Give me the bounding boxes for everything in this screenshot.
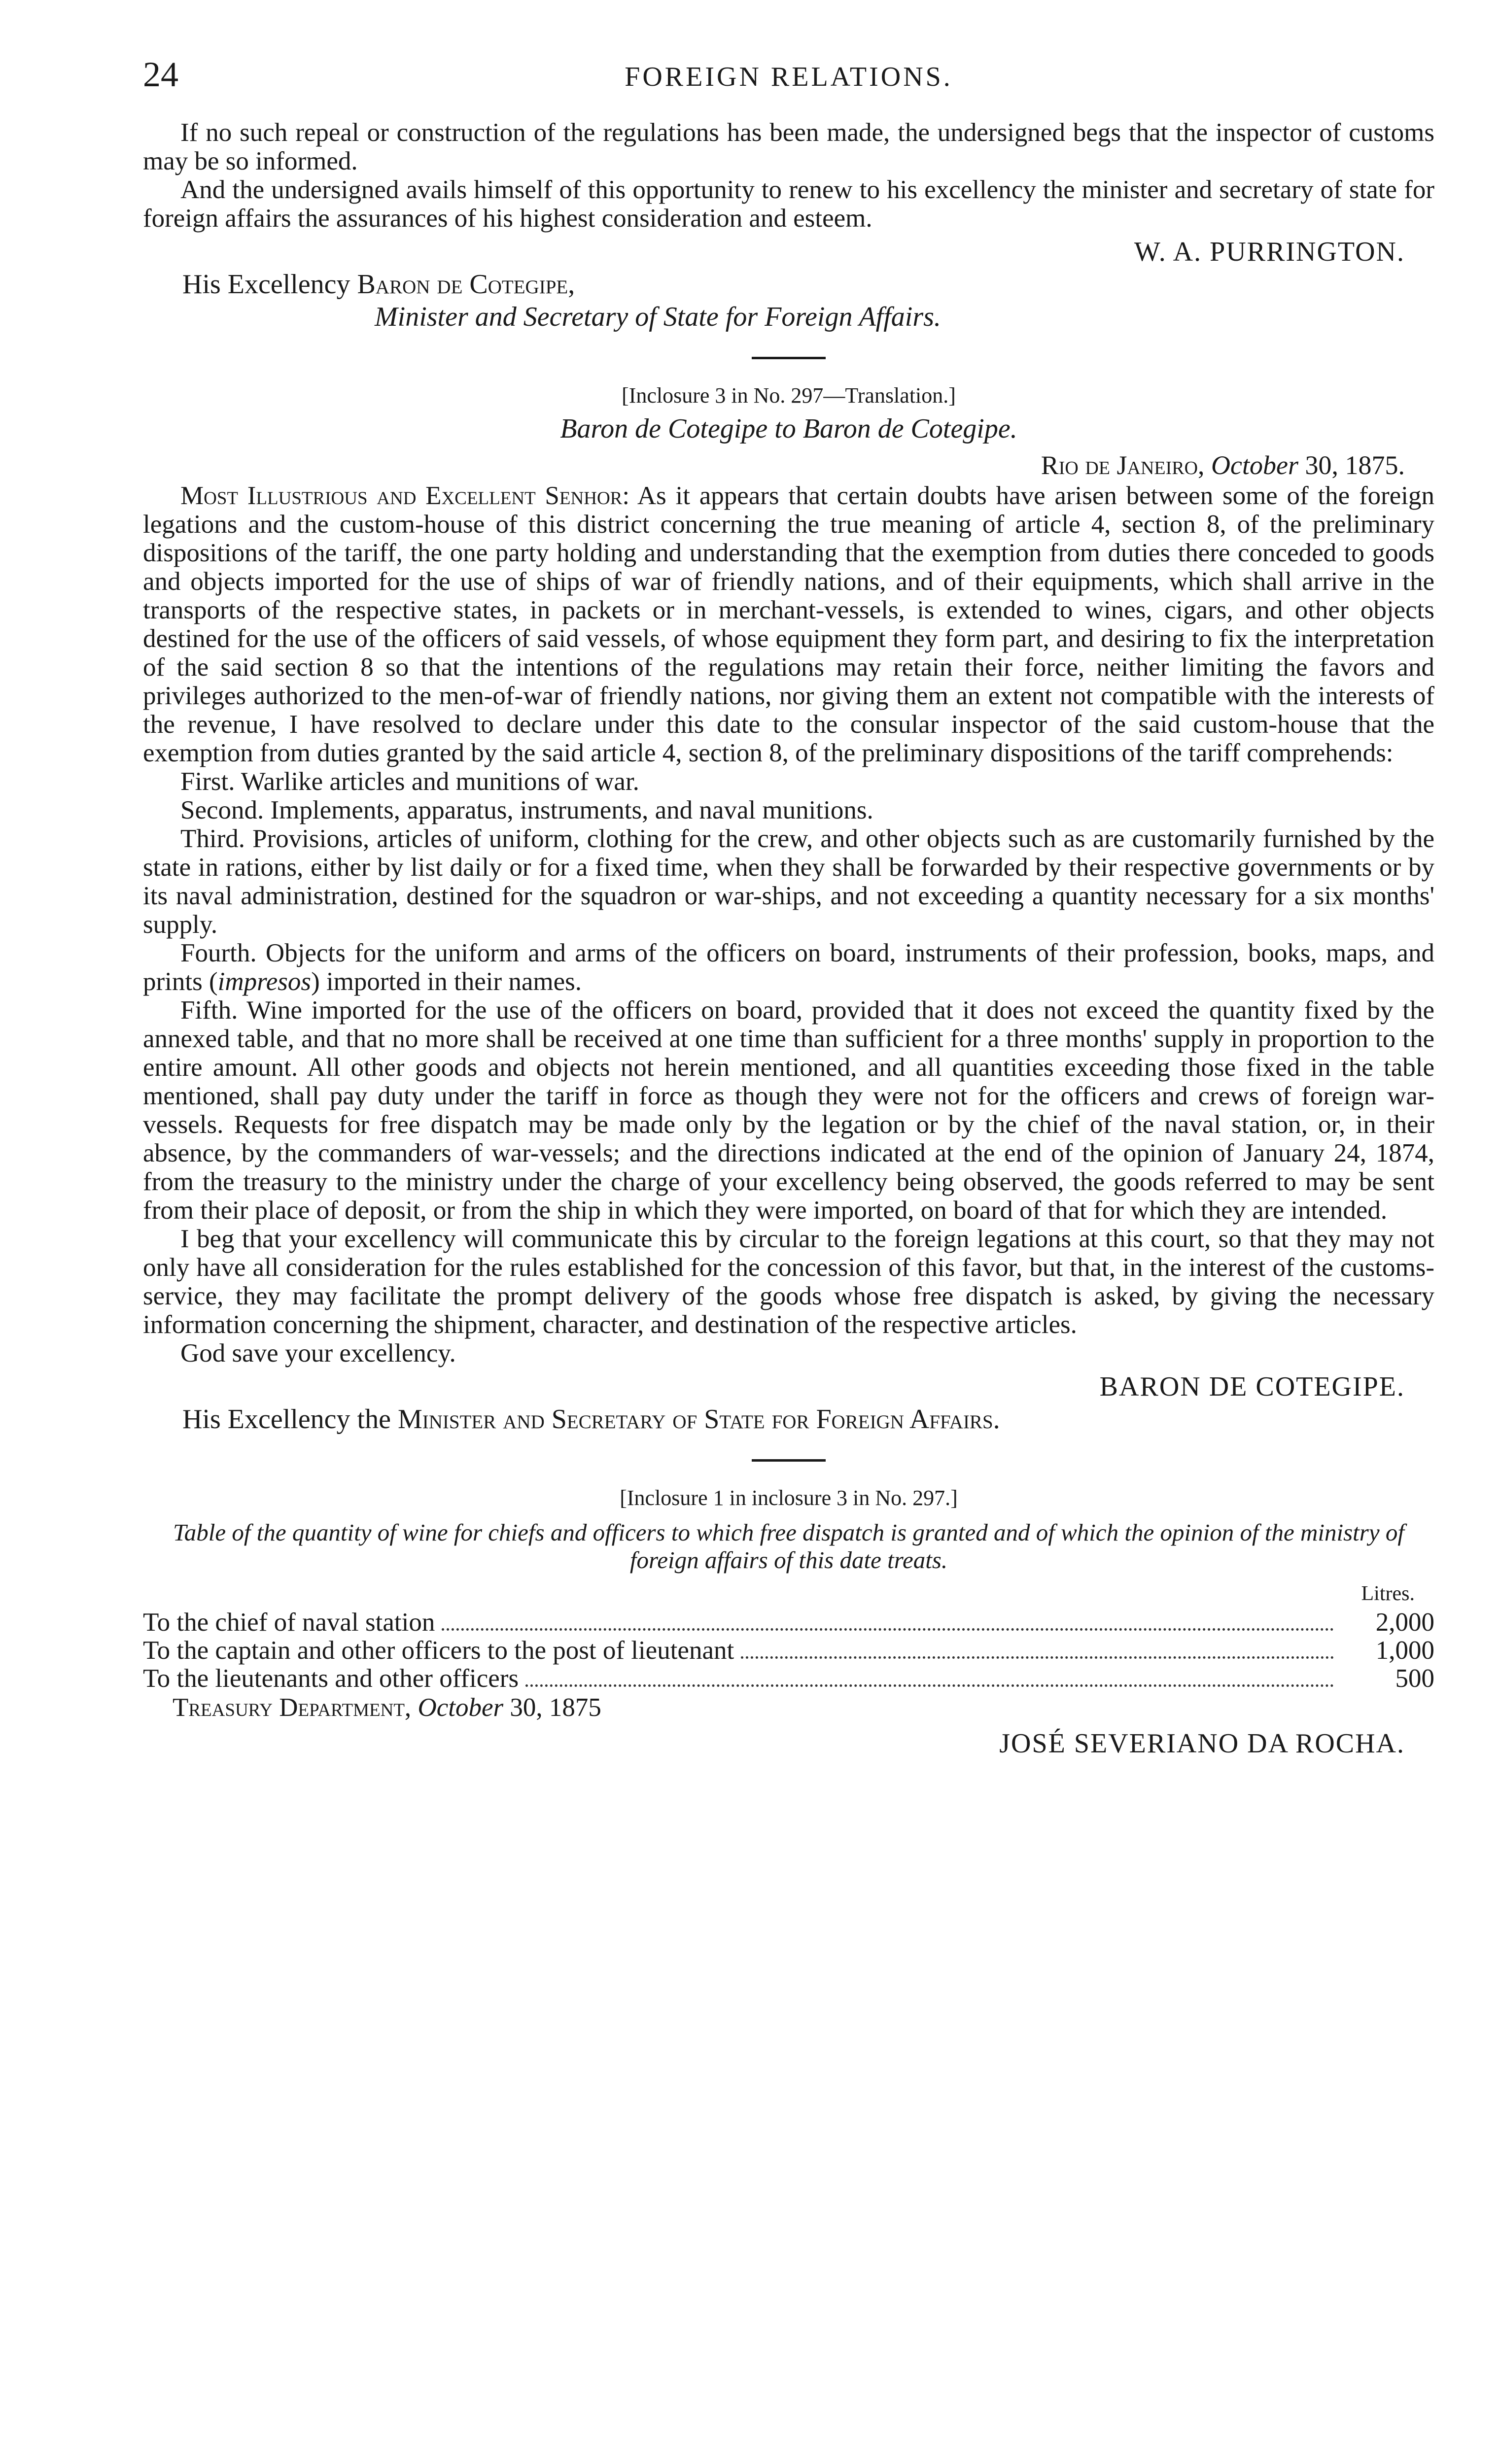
inclosure3-intro-paragraph [143,481,1434,767]
intro-text: As it appears that certain doubts have arisen between some of the foreign legations and the custom-house of this district concerning the true meaning of article 4, section 8, of the preliminary dispositions of the tariff, the one party holding and understanding that the exemption from duties there conceded to goods and objects imported for the use of ships of war of friendly nations, and of their equipments, which shall arrive in the transports of the respective states, in packets or in merchant-vessels, is extended to wines, cigars, and other objects destined for the use of the officers of said vessels, of whose equipment they form part, and desiring to fix the interpretation of the said section 8 so that the intentions of the regulations may retain their force, neither limiting the favors and privileges authorized to the men-of-war of friendly nations, nor giving them an extent not compatible with the interests of the revenue, I have resolved to declare under this date to the consular inspector of the said custom-house that the exemption from duties granted by the said article 4, section 8, of the preliminary dispositions of the tariff comprehends: [143,481,1434,767]
section-divider [752,1459,826,1462]
dot-leader [741,1656,1334,1659]
inclosure3-request-paragraph: I beg that your excellency will communicate this by circular to the foreign legations at this court, so that they may not only have all consideration for the rules established for the concession of this favor, but that, in the interest of the customs-service, they may facilitate the prompt delivery of the goods whose free dispatch is asked, by giving the necessary information concerning the shipment, character, and destination of the respective articles. [143,1225,1434,1339]
page-number: 24 [143,55,178,94]
item-second: Second. Implements, apparatus, instruments, and naval munitions. [180,796,873,824]
table-row [143,1665,1434,1693]
letter1-paragraph-1: If no such repeal or construction of the regulations has been made, the undersigned begs that the inspector of customs may be so informed. [143,118,1434,175]
row-label: To the captain and other officers to the post of lieutenant [143,1636,734,1665]
table-row [143,1608,1434,1637]
row-value: 1,000 [1375,1636,1434,1665]
addressee-prefix: His Excellency [182,269,357,300]
inclosure3-addressee [182,1403,1434,1436]
inclosure3-dateline [143,449,1405,481]
letter1-paragraph-2: And the undersigned avails himself of this opportunity to renew to his excellency the minister and secretary of state for foreign affairs the assurances of his highest consideration and esteem. [143,175,1434,233]
row-value: 2,000 [1375,1608,1434,1637]
inclosure1-heading: [Inclosure 1 in inclosure 3 in No. 297.] [620,1486,958,1510]
row-label: To the chief of naval station [143,1608,435,1637]
dot-leader [442,1628,1334,1631]
addressee-name: Minister and Secretary of State for Foreign Affairs. [397,1404,1000,1435]
item-first: First. Warlike articles and munitions of war. [180,767,639,796]
inclosure3-heading: [Inclosure 3 in No. 297—Translation.] [622,383,956,408]
letter1-addressee [182,268,1434,301]
addressee-prefix: His Excellency the [182,1404,398,1435]
page-header [143,54,1434,118]
row-value: 500 [1395,1664,1434,1693]
fourth-text-italic: impresos [217,967,312,996]
document-page [143,54,1434,1760]
item-third: Third. Provisions, articles of uniform, clothing for the crew, and other objects such as are customarily furnished by the state in rations, either by list daily or for a fixed time, when they shall be forwarded by their respective governments or by its naval administration, destined for the squadron or war-ships, and not exceeding a quantity necessary for a six months' supply. [143,824,1434,939]
item-fourth [143,939,1434,996]
inclosure3-title: Baron de Cotegipe to Baron de Cotegipe. [560,413,1017,444]
dateline-rest: 30, 1875. [1298,450,1405,480]
salutation: Most Illustrious and Excellent Senhor: [180,481,630,510]
treasury-rest: 30, 1875 [503,1693,601,1722]
dateline-place: Rio de Janeiro, [1041,450,1205,480]
table-row [143,1637,1434,1665]
wine-table-title: Table of the quantity of wine for chiefs and officers to which free dispatch is granted and of which the opinion of the ministry of foreign affairs of this date treats. [173,1519,1404,1574]
wine-table [143,1608,1434,1693]
wine-table-units-header: Litres. [1361,1582,1415,1605]
addressee-name: Baron de Cotegipe, [357,269,575,300]
inclosure1-signature: JOSÉ SEVERIANO DA ROCHA. [999,1728,1405,1759]
treasury-month: October [418,1693,504,1722]
running-title: FOREIGN RELATIONS. [625,62,953,92]
fourth-text-a: Fourth. Objects for the uniform and arms of the officers on board, instruments of their profession, books, maps, and prints ( [143,939,1434,996]
row-label: To the lieutenants and other officers [143,1664,519,1693]
inclosure3-signature: BARON DE COTEGIPE. [1099,1371,1405,1402]
letter1-signature: W. A. PURRINGTON. [1134,237,1405,267]
section-divider [752,357,826,359]
item-fifth: Fifth. Wine imported for the use of the officers on board, provided that it does not exceed the quantity fixed by the annexed table, and that no more shall be received at one time than sufficient for a three months' supply in proportion to the entire amount. All other goods and objects not herein mentioned, and all quantities exceeding those fixed in the table mentioned, shall pay duty under the tariff in force as though they were not for the officers and crews of foreign war-vessels. Requests for free dispatch may be made only by the legation or by the chief of the naval station, or, in their absence, by the commanders of war-vessels; and the directions indicated at the end of the opinion of January 24, 1874, from the treasury to the ministry under the charge of your excellency being observed, the goods referred to may be sent from their place of deposit, or from the ship in which they were imported, on board of that for which they are intended. [143,996,1434,1225]
fourth-text-b: ) imported in their names. [311,967,582,996]
letter1-addressee-title: Minister and Secretary of State for Foreign Affairs. [375,302,941,332]
inclosure3-closing: God save your excellency. [180,1339,456,1368]
dot-leader [525,1684,1334,1687]
treasury-department: Treasury Department, [173,1693,412,1722]
dateline-month: October [1211,450,1298,480]
treasury-dateline [173,1693,1434,1722]
